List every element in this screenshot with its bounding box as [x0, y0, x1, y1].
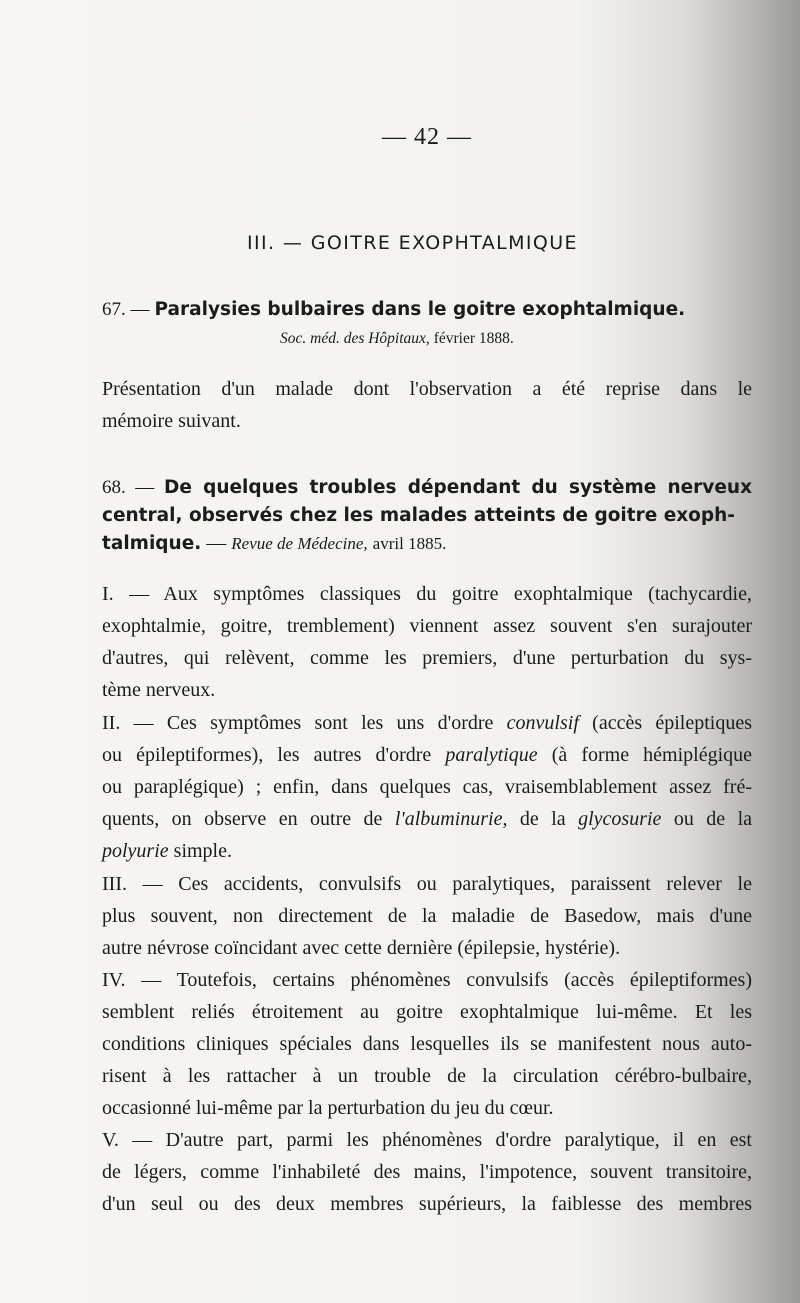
paragraph-2-emphasis: paralytique [445, 744, 538, 766]
paragraph-1-line: d'autres, qui relèvent, comme les premiers, d'une perturbation du sys- [102, 647, 752, 669]
entry-68-title-line-3 [102, 530, 752, 557]
paragraph-2-line-2 [102, 742, 752, 768]
paragraph-5-line: V. — D'autre part, parmi les phénomènes d'ordre paralytique, il en est [102, 1129, 752, 1151]
entry-68-title-line: De quelques troubles dépendant du système nerveux [164, 477, 753, 498]
paragraph-1-line: I. — Aux symptômes classiques du goitre exophtalmique (tachycardie, [102, 583, 752, 605]
paragraph-2-emphasis: convulsif [506, 712, 579, 734]
paragraph-4-line: semblent reliés étroitement au goitre exophtalmique lui-même. Et les [102, 1001, 752, 1023]
paragraph-1-line: tème nerveux. [102, 679, 216, 701]
entry-67-source [280, 326, 760, 352]
entry-68-source-date: avril 1885. [372, 534, 447, 553]
entry-68-heading [102, 474, 752, 501]
paragraph-2-line-1 [102, 710, 752, 736]
paragraph-1-line: exophtalmie, goitre, tremblement) viennent assez souvent s'en surajouter [102, 615, 752, 637]
entry-67-text-line: mémoire suivant. [102, 410, 241, 432]
paragraph-3-line: III. — Ces accidents, convulsifs ou paralytiques, paraissent relever le [102, 873, 752, 895]
paragraph-2-text: de la [519, 808, 566, 830]
paragraph-4-line: IV. — Toutefois, certains phénomènes convulsifs (accès épileptiformes) [102, 969, 752, 991]
paragraph-3-line: plus souvent, non directement de la maladie de Basedow, mais d'une [102, 905, 752, 927]
entry-67-number: 67. — [102, 299, 150, 320]
entry-67-title: Paralysies bulbaires dans le goitre exophtalmique. [154, 299, 686, 320]
entry-68-source-dash: — [206, 532, 227, 554]
entry-68-number: 68. — [102, 477, 155, 498]
entry-67-source-date: février 1888. [433, 330, 514, 347]
entry-67-heading [102, 296, 752, 323]
paragraph-2-line-4 [102, 806, 752, 832]
entry-68-title-line-2 [102, 502, 752, 529]
paragraph-2-emphasis: polyurie [102, 840, 169, 862]
page-number: — 42 — [382, 124, 472, 150]
paragraph-2-line-3: ou paraplégique) ; enfin, dans quelques cas, vraisemblablement assez fré- [102, 776, 752, 798]
paragraph-2-emphasis: l'albuminurie, [394, 808, 508, 830]
entry-67-text-line: Présentation d'un malade dont l'observation a été reprise dans le [102, 378, 752, 400]
paragraph-2-text: simple. [173, 840, 232, 862]
paragraph-2-text: ou de la [673, 808, 753, 830]
paragraph-4-line: conditions cliniques spéciales dans lesquelles ils se manifestent nous auto- [102, 1033, 752, 1055]
paragraph-2-text: ou épileptiformes), les autres d'ordre [102, 744, 432, 766]
entry-68-title-line: central, observés chez les malades atteints de goitre exoph- [102, 505, 735, 526]
paragraph-5-line: d'un seul ou des deux membres supérieurs, la faiblesse des membres [102, 1193, 752, 1215]
paragraph-2-text: (accès épileptiques [592, 712, 753, 734]
paragraph-2-text: (à forme hémiplégique [551, 744, 753, 766]
paragraph-4-line: occasionné lui-même par la perturbation du jeu du cœur. [102, 1097, 554, 1119]
entry-67-source-journal: Soc. méd. des Hôpitaux, [280, 330, 430, 347]
paragraph-2-line-5 [102, 838, 752, 864]
paragraph-3-line: autre névrose coïncidant avec cette dernière (épilepsie, hystérie). [102, 937, 621, 959]
entry-68-title-line: talmique. [102, 533, 202, 554]
paragraph-2-text: quents, on observe en outre de [102, 808, 383, 830]
entry-68-source-journal: Revue de Médecine, [231, 534, 368, 553]
section-heading: III. — GOITRE EXOPHTALMIQUE [247, 232, 578, 254]
paragraph-2-emphasis: glycosurie [578, 808, 662, 830]
paragraph-4-line: risent à les rattacher à un trouble de la circulation cérébro-bulbaire, [102, 1065, 752, 1087]
paragraph-5-line: de légers, comme l'inhabileté des mains, l'impotence, souvent transitoire, [102, 1161, 752, 1183]
paragraph-2-text: II. — Ces symptômes sont les uns d'ordre [102, 712, 494, 734]
